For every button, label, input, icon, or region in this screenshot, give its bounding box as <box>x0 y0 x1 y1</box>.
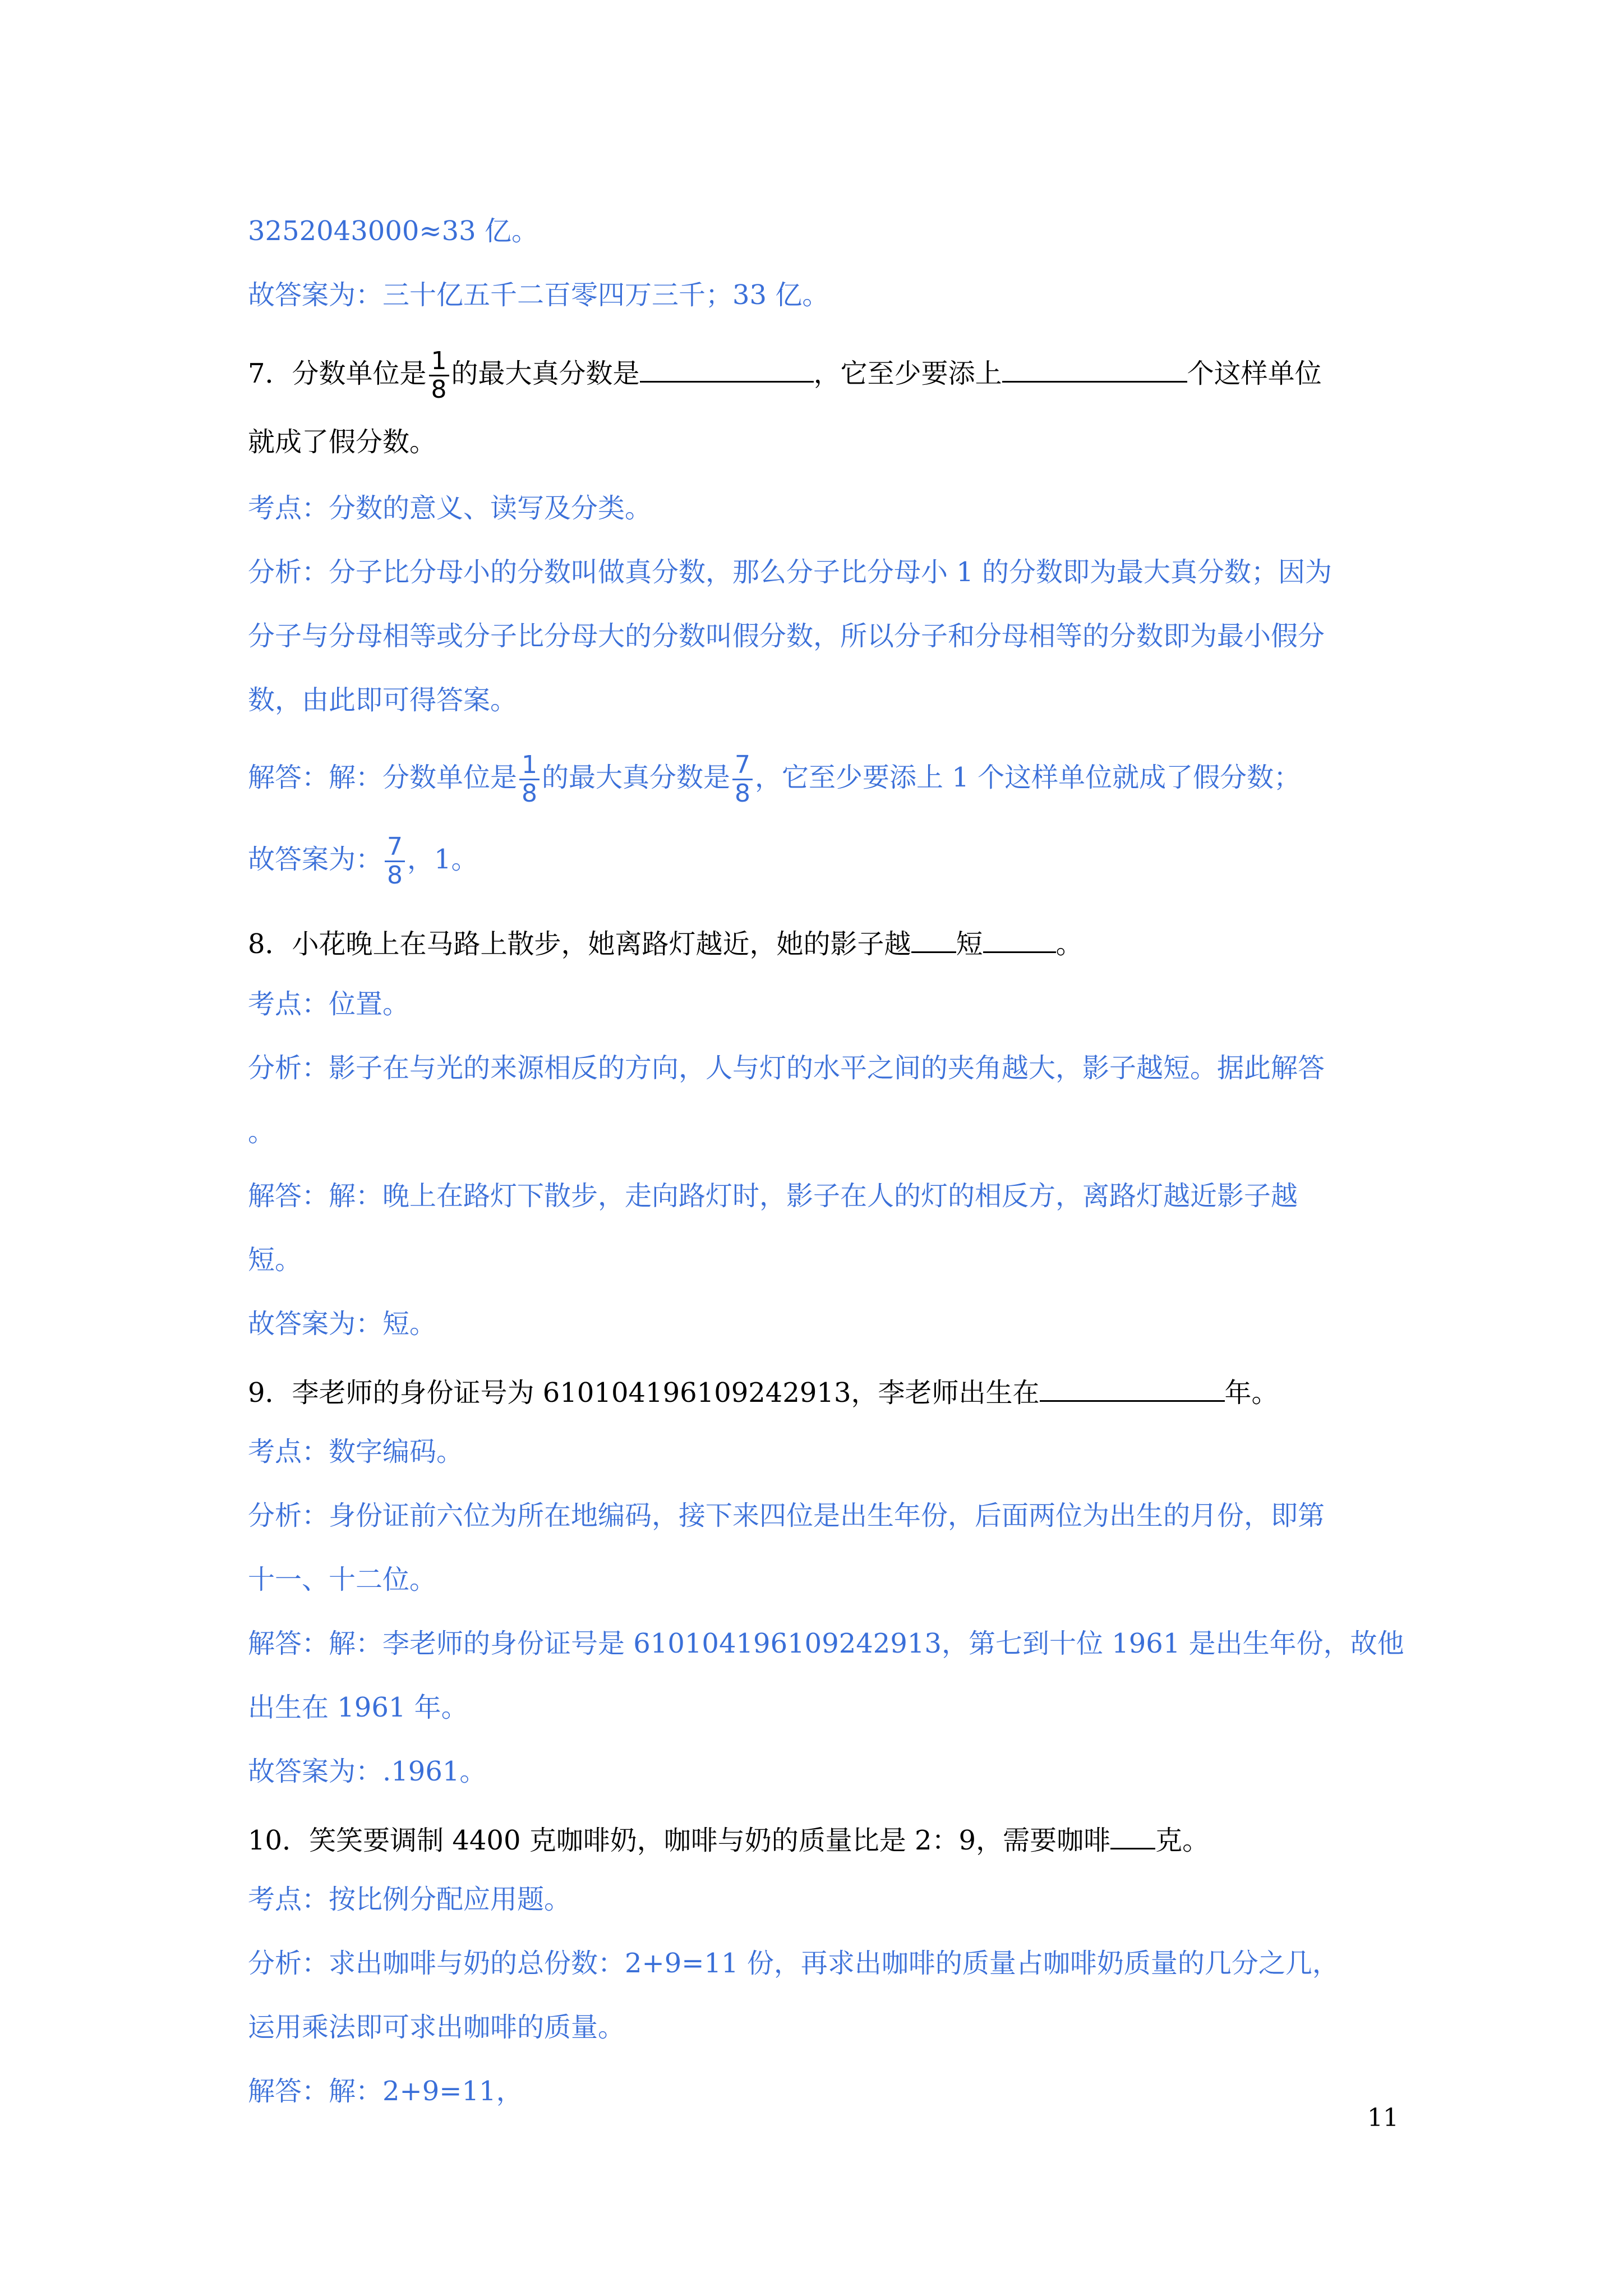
text-line: 故答案为：三十亿五千二百零四万三千；33 亿。 <box>248 279 829 311</box>
text-line: 运用乘法即可求出咖啡的质量。 <box>248 2012 625 2043</box>
text-line: 解答：解：2+9=11， <box>248 2076 523 2107</box>
answer-blank <box>983 922 1056 953</box>
q9-text-b: 年。 <box>1224 1377 1279 1409</box>
q9-text-a: 9．李老师的身份证号为 610104196109242913，李老师出生在 <box>248 1377 1040 1409</box>
text-line: 解答：解：晚上在路灯下散步，走向路灯时，影子在人的灯的相反方，离路灯越近影子越 <box>248 1180 1298 1212</box>
text-line: 3252043000≈33 亿。 <box>248 215 538 247</box>
text-line: 故答案为：短。 <box>248 1308 437 1340</box>
answer-blank <box>640 352 814 383</box>
q8-text-b: 。 <box>1055 928 1083 960</box>
text-line: 考点：按比例分配应用题。 <box>248 1884 571 1915</box>
text-line: 分析：求出咖啡与奶的总份数：2+9=11 份，再求出咖啡的质量占咖啡奶质量的几分之几， <box>248 1948 1339 1979</box>
q8-answer: 短 <box>956 928 983 960</box>
answer-blank <box>1110 1819 1155 1849</box>
question-8 <box>248 922 1083 961</box>
q10-text-b: 克。 <box>1155 1825 1210 1856</box>
text-line: 考点：位置。 <box>248 988 410 1020</box>
fraction-seven-eighths: $\frac{7}{8}$ <box>732 752 753 807</box>
question-9 <box>248 1371 1279 1410</box>
text-line: 考点：数字编码。 <box>248 1436 464 1467</box>
text-line: 数，由此即可得答案。 <box>248 684 518 716</box>
answer-blank <box>1040 1371 1225 1402</box>
text-line: 十一、十二位。 <box>248 1564 437 1595</box>
text-line: 分子与分母相等或分子比分母大的分数叫假分数，所以分子和分母相等的分数即为最小假分 <box>248 620 1325 652</box>
g7-text-a: 故答案为： <box>248 844 383 875</box>
text-line: 故答案为：.1961。 <box>248 1756 487 1787</box>
fraction-one-eighth: $\frac{1}{8}$ <box>519 752 540 807</box>
answer-7-final <box>248 834 478 889</box>
answer-blank <box>911 922 956 953</box>
fraction-seven-eighths: $\frac{7}{8}$ <box>385 834 405 889</box>
text-line: 。 <box>248 1116 275 1148</box>
text-line: 分析：影子在与光的来源相反的方向，人与灯的水平之间的夹角越大，影子越短。据此解答 <box>248 1052 1325 1084</box>
page-number: 11 <box>1367 2104 1399 2132</box>
g7-text-b: ，1。 <box>407 844 478 875</box>
text-line: 出生在 1961 年。 <box>248 1692 468 1723</box>
fraction-one-eighth: $\frac{1}{8}$ <box>429 348 449 403</box>
question-7 <box>248 348 1322 403</box>
q8-text-a: 8．小花晚上在马路上散步，她离路灯越近，她的影子越 <box>248 928 911 960</box>
text-line: 就成了假分数。 <box>248 426 437 458</box>
q10-text-a: 10．笑笑要调制 4400 克咖啡奶，咖啡与奶的质量比是 2：9，需要咖啡 <box>248 1825 1111 1856</box>
j7-text-a: 解答：解：分数单位是 <box>248 762 518 793</box>
text-line: 分析：分子比分母小的分数叫做真分数，那么分子比分母小 1 的分数即为最大真分数；因为 <box>248 556 1332 588</box>
q7-text-a: 7．分数单位是 <box>248 358 427 389</box>
text-line: 分析：身份证前六位为所在地编码，接下来四位是出生年份，后面两位为出生的月份，即第 <box>248 1500 1325 1531</box>
q7-text-b: 的最大真分数是 <box>451 358 640 389</box>
text-line: 考点：分数的意义、读写及分类。 <box>248 493 652 524</box>
q7-text-e: 个这样单位 <box>1187 358 1322 389</box>
answer-blank <box>1002 352 1187 383</box>
j7-text-b: 的最大真分数是 <box>542 762 731 793</box>
j7-text-c: ，它至少要添上 1 个这样单位就成了假分数； <box>755 762 1301 793</box>
q7-text-c: ，它至少要添上 <box>813 358 1002 389</box>
answer-7 <box>248 752 1301 807</box>
text-line: 解答：解：李老师的身份证号是 610104196109242913，第七到十位 1961 是出生年份，故他 <box>248 1628 1404 1659</box>
text-line: 短。 <box>248 1244 302 1276</box>
question-10 <box>248 1819 1209 1857</box>
